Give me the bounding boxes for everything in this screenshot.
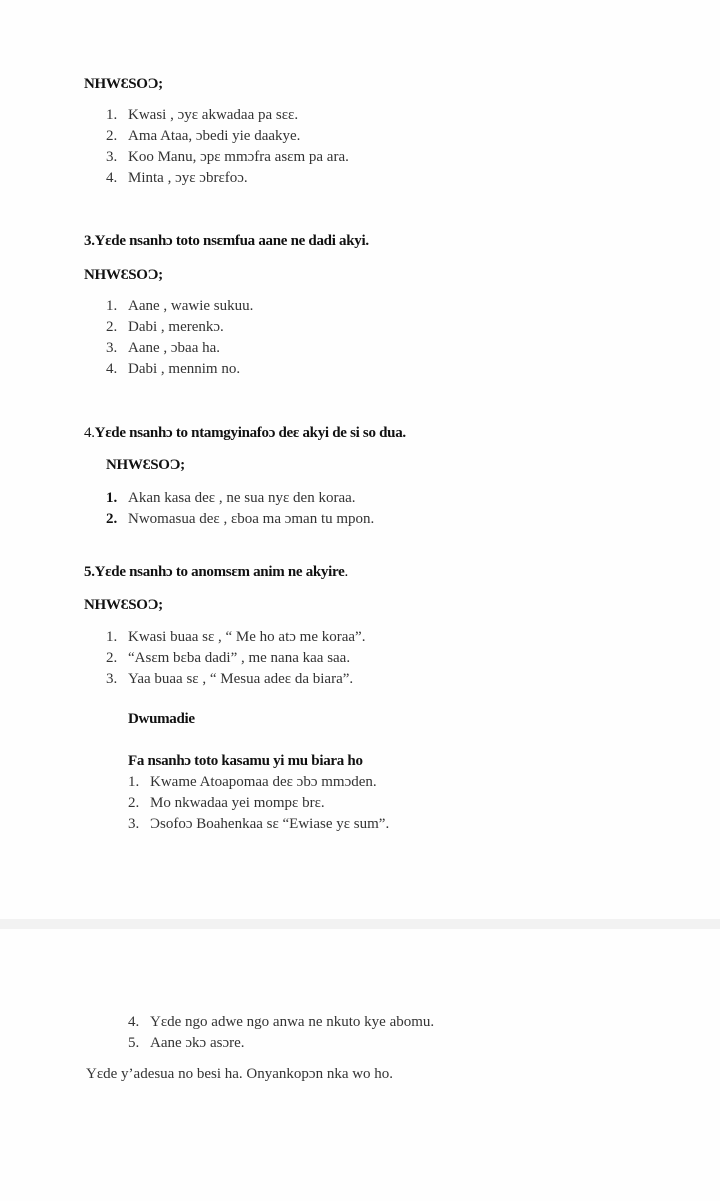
section-4-heading — [84, 425, 406, 442]
exercise-instruction: Fa nsanhɔ toto kasamu yi mu biara ho — [128, 753, 363, 769]
answer-label: NHWƐSOƆ; — [84, 597, 163, 613]
list-item: 3. Aane , ɔbaa ha. — [106, 340, 221, 356]
answer-label: NHWƐSOƆ; — [84, 76, 163, 92]
section-5-heading: 5.Yɛde nsanhɔ to anomsɛm anim ne akyire. — [84, 564, 348, 580]
answer-label: NHWƐSOƆ; — [84, 267, 163, 283]
section-title: Yɛde nsanhɔ to ntamgyinafoɔ deɛ akyi de si so dua. — [94, 425, 406, 441]
list-item: 3. Koo Manu, ɔpɛ mmɔfra asɛm pa ara. — [106, 149, 349, 165]
list-item: 5. Aane ɔkɔ asɔre. — [128, 1035, 245, 1051]
list-item: 2. Ama Ataa, ɔbedi yie daakye. — [106, 128, 301, 144]
list-item: 1. Kwame Atoapomaa deɛ ɔbɔ mmɔden. — [128, 774, 377, 790]
section-title: 5.Yɛde nsanhɔ to anomsɛm anim ne akyire — [84, 564, 345, 580]
example-list-section-3 — [106, 296, 253, 380]
list-item: 2. Dabi , merenkɔ. — [106, 319, 224, 335]
list-item: 2. “Asɛm bɛba dadi” , me nana kaa saa. — [106, 650, 351, 666]
section-3-heading: 3.Yɛde nsanhɔ toto nsɛmfua aane ne dadi akyi. — [84, 233, 369, 249]
list-item: 1. Kwasi buaa sɛ , “ Me ho atɔ me koraa”. — [106, 629, 366, 645]
list-item: 2. Nwomasua deɛ , ɛboa ma ɔman tu mpon. — [106, 511, 375, 527]
document-page-2 — [0, 929, 720, 1201]
list-item: 1. Aane , wawie sukuu. — [106, 298, 254, 314]
exercise-title: Dwumadie — [128, 711, 195, 727]
example-list-section-4 — [106, 488, 374, 530]
list-item: 3. Yaa buaa sɛ , “ Mesua adeɛ da biara”. — [106, 671, 354, 687]
page-separator — [0, 919, 720, 929]
list-item: 4. Minta , ɔyɛ ɔbrɛfoɔ. — [106, 170, 248, 186]
exercise-list — [128, 772, 389, 835]
list-item: 1. Akan kasa deɛ , ne sua nyɛ den koraa. — [106, 490, 356, 506]
list-item: 2. Mo nkwadaa yei mompɛ brɛ. — [128, 795, 325, 811]
exercise-list-continued — [128, 1012, 434, 1054]
example-list-section-2 — [106, 105, 349, 189]
example-list-section-5 — [106, 627, 365, 690]
closing-remark: Yɛde y’adesua no besi ha. Onyankopɔn nka wo ho. — [86, 1066, 394, 1082]
list-item: 4. Yɛde ngo adwe ngo anwa ne nkuto kye abomu. — [128, 1014, 435, 1030]
list-item: 1. Kwasi , ɔyɛ akwadaa pa sɛɛ. — [106, 107, 299, 123]
list-item: 3. Ɔsofoɔ Boahenkaa sɛ “Ewiase yɛ sum”. — [128, 816, 390, 832]
list-item: 4. Dabi , mennim no. — [106, 361, 241, 377]
section-number: 4. — [84, 425, 95, 441]
answer-label: NHWƐSOƆ; — [106, 457, 185, 473]
